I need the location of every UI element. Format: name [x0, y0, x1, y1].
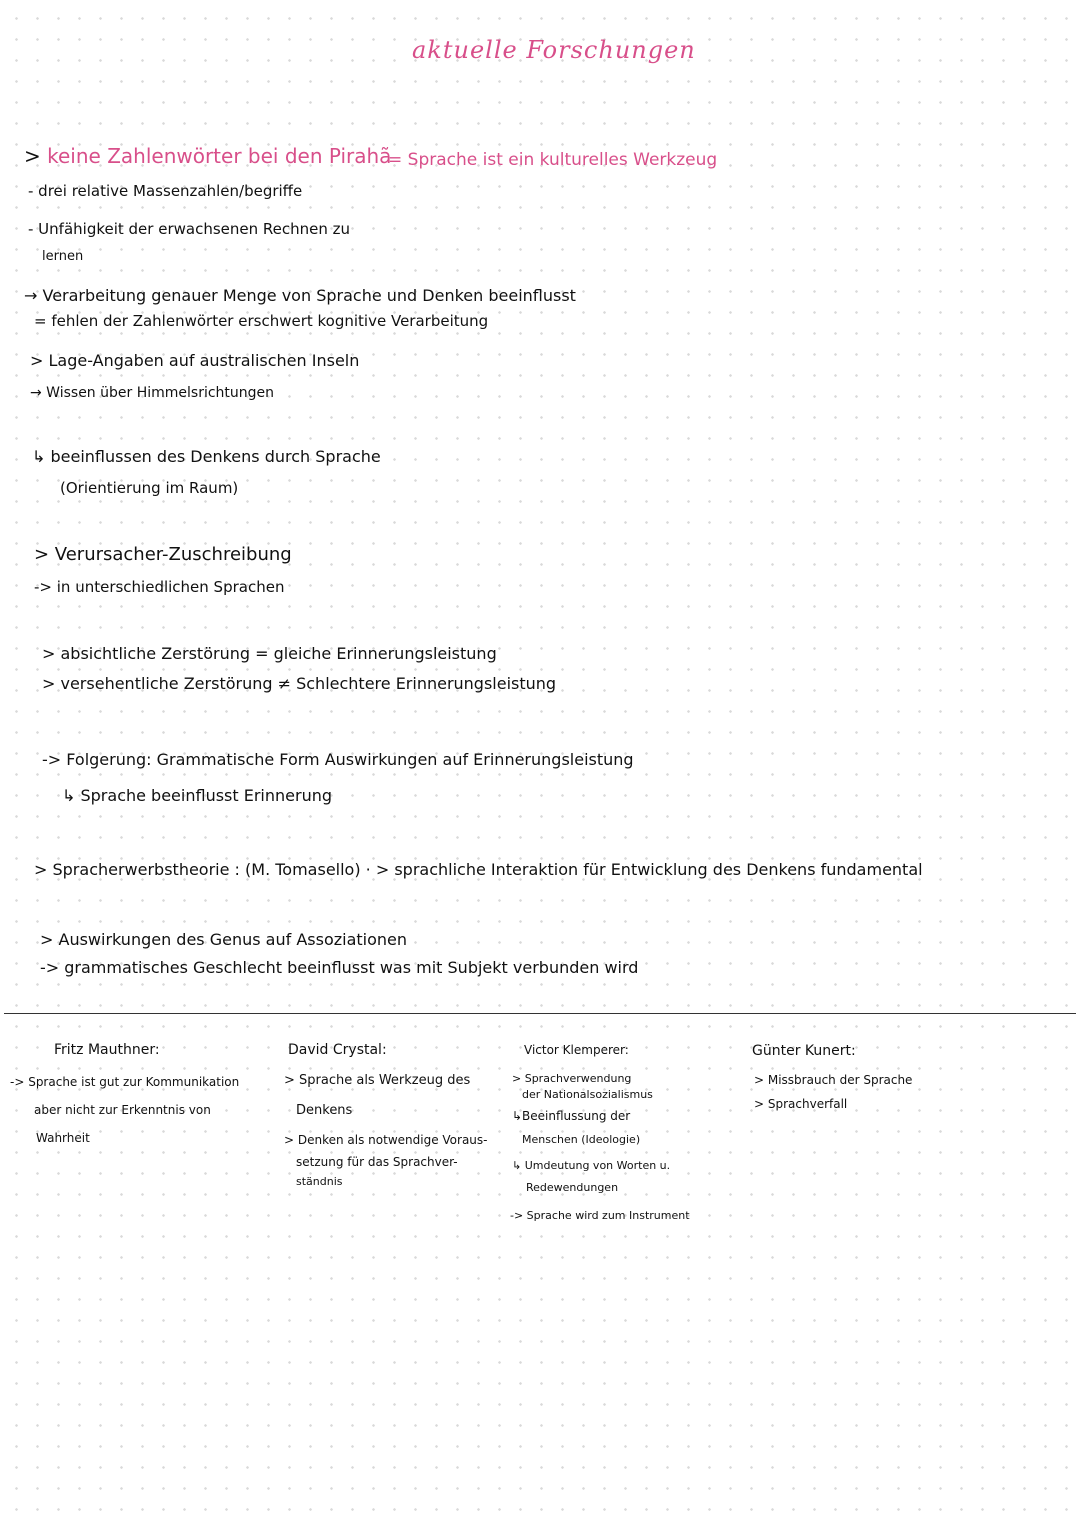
note-piraha-point-2-cont: lernen: [42, 249, 84, 264]
author-note: setzung für das Sprachver-: [296, 1155, 458, 1169]
author-note: ↳ Umdeutung von Worten u.: [512, 1159, 671, 1172]
note-location-result-1: ↳ beeinflussen des Denkens durch Sprache: [32, 447, 381, 466]
note-piraha-result: = Sprache ist ein kulturelles Werkzeug: [388, 150, 718, 170]
note-piraha-heading: [24, 146, 391, 166]
note-causer-point: -> in unterschiedlichen Sprachen: [34, 578, 285, 596]
author-note: aber nicht zur Erkenntnis von: [34, 1103, 211, 1117]
author-note: ↳Beeinflussung der: [512, 1109, 631, 1123]
note-conclusion-1: → Verarbeitung genauer Menge von Sprache und Denken beeinflusst: [24, 286, 576, 305]
author-name: Günter Kunert:: [752, 1043, 856, 1059]
page-title: aktuelle Forschungen: [412, 36, 696, 64]
note-consequence-1: -> Folgerung: Grammatische Form Auswirkungen auf Erinnerungsleistung: [42, 750, 634, 769]
author-name: Victor Klemperer:: [524, 1043, 629, 1057]
author-note: Denkens: [296, 1103, 353, 1118]
author-note: > Missbrauch der Sprache: [754, 1073, 913, 1087]
author-note: > Denken als notwendige Voraus-: [284, 1133, 488, 1147]
note-conclusion-2: = fehlen der Zahlenwörter erschwert kognitive Verarbeitung: [34, 312, 489, 330]
note-piraha-point-1: - drei relative Massenzahlen/begriffe: [28, 182, 303, 200]
author-note: der Nationalsozialismus: [522, 1088, 653, 1101]
piraha-heading-text: keine Zahlenwörter bei den Pirahã: [47, 144, 392, 168]
note-acquisition-theory: > Spracherwerbstheorie : (M. Tomasello) · > sprachliche Interaktion für Entwicklung des Denkens fundamental: [34, 860, 923, 879]
author-note: Menschen (Ideologie): [522, 1133, 641, 1146]
note-causer-heading: > Verursacher-Zuschreibung: [34, 544, 292, 565]
bullet-mark: >: [24, 144, 41, 168]
note-piraha-point-2: - Unfähigkeit der erwachsenen Rechnen zu: [28, 220, 351, 238]
note-genus-1: > Auswirkungen des Genus auf Assoziationen: [40, 930, 408, 949]
author-name: Fritz Mauthner:: [54, 1042, 160, 1058]
note-genus-2: -> grammatisches Geschlecht beeinflusst was mit Subjekt verbunden wird: [40, 958, 639, 977]
author-note: -> Sprache wird zum Instrument: [510, 1209, 690, 1222]
author-note: ständnis: [296, 1175, 343, 1188]
note-consequence-2: ↳ Sprache beeinflusst Erinnerung: [62, 786, 333, 805]
author-note: Redewendungen: [526, 1181, 619, 1194]
note-destruction-2: > versehentliche Zerstörung ≠ Schlechtere Erinnerungsleistung: [42, 674, 557, 693]
author-note: Wahrheit: [36, 1131, 90, 1145]
note-destruction-1: > absichtliche Zerstörung = gleiche Erinnerungsleistung: [42, 644, 497, 663]
author-note: > Sprachverwendung: [512, 1072, 632, 1085]
note-location-point: → Wissen über Himmelsrichtungen: [30, 385, 275, 401]
author-note: -> Sprache ist gut zur Kommunikation: [10, 1075, 240, 1089]
author-note: > Sprachverfall: [754, 1097, 848, 1111]
author-name: David Crystal:: [288, 1042, 387, 1058]
note-location-heading: > Lage-Angaben auf australischen Inseln: [30, 351, 360, 370]
section-divider: [4, 1013, 1076, 1014]
author-note: > Sprache als Werkzeug des: [284, 1073, 471, 1088]
note-location-result-2: (Orientierung im Raum): [60, 479, 239, 497]
